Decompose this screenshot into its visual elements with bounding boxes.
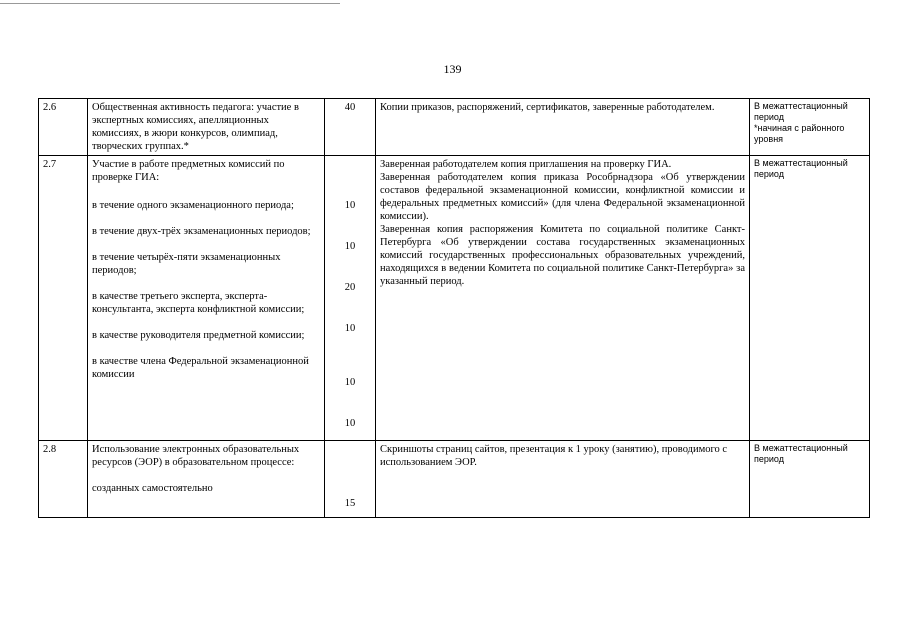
points-value: 20 [344,282,356,293]
period-text: В межаттестационный период [754,101,848,122]
points-value: 10 [344,377,356,388]
sub-criterion: в качестве члена Федеральной экзаменационной комиссии [92,356,309,380]
criterion-text: Использование электронных образовательных ресурсов (ЭОР) в образовательном процессе: [92,444,300,468]
criterion-text: Участие в работе предметных комиссий по проверке ГИА: [92,159,285,183]
evidence-text: Заверенная работодателем копия приказа Рособрнадзора «Об утверждении составов федеральной экзаменационной комиссии, конфликтной комиссии и федеральных предметных комиссий» (для члена Федеральной экзаменационной комиссии). [380,172,745,222]
points-value: 10 [344,200,356,211]
table-row [39,441,870,518]
points-cell [325,156,376,441]
period-text: В межаттестационный период [750,441,870,518]
evidence-text: Копии приказов, распоряжений, сертификатов, заверенные работодателем. [376,99,750,156]
row-number: 2.7 [39,156,88,441]
criterion-cell [88,441,325,518]
criteria-table [38,98,870,518]
evidence-text: Заверенная работодателем копия приглашения на проверку ГИА. [380,159,672,170]
evidence-cell [376,156,750,441]
points-value: 10 [344,241,356,252]
points-cell [325,441,376,518]
sub-criterion: созданных самостоятельно [92,483,213,494]
table-row [39,156,870,441]
evidence-text: Заверенная копия распоряжения Комитета по социальной политике Санкт-Петербурга «Об утверждении состава государственных экзаменационных комиссий государственных профессиональных образовательных учреждений, находящихся в ведении Комитета по социальной политике Санкт-Петербурга» за указанный период. [380,224,745,287]
period-cell [750,99,870,156]
sub-criterion: в течение двух-трёх экзаменационных периодов; [92,226,311,237]
evidence-text: Скриншоты страниц сайтов, презентация к 1 уроку (занятию), проводимого с использованием ЭОР. [376,441,750,518]
sub-criterion: в течение одного экзаменационного периода; [92,200,294,211]
points-value: 10 [344,323,356,334]
points-value: 15 [344,498,356,509]
points-value: 10 [344,418,356,429]
top-rule [0,3,340,4]
sub-criterion: в качестве руководителя предметной комиссии; [92,330,305,341]
row-number: 2.8 [39,441,88,518]
table-row [39,99,870,156]
criterion-cell [88,156,325,441]
period-note: *начиная с районного уровня [754,123,845,144]
row-number: 2.6 [39,99,88,156]
criterion-text: Общественная активность педагога: участие в экспертных комиссиях, апелляционных комиссиях, в жюри конкурсов, олимпиад, творческих группах.* [88,99,325,156]
period-text: В межаттестационный период [750,156,870,441]
sub-criterion: в качестве третьего эксперта, эксперта-консультанта, эксперта конфликтной комиссии; [92,291,305,315]
sub-criterion: в течение четырёх-пяти экзаменационных периодов; [92,252,281,276]
points-value: 40 [325,99,376,156]
page-number: 139 [443,62,462,76]
